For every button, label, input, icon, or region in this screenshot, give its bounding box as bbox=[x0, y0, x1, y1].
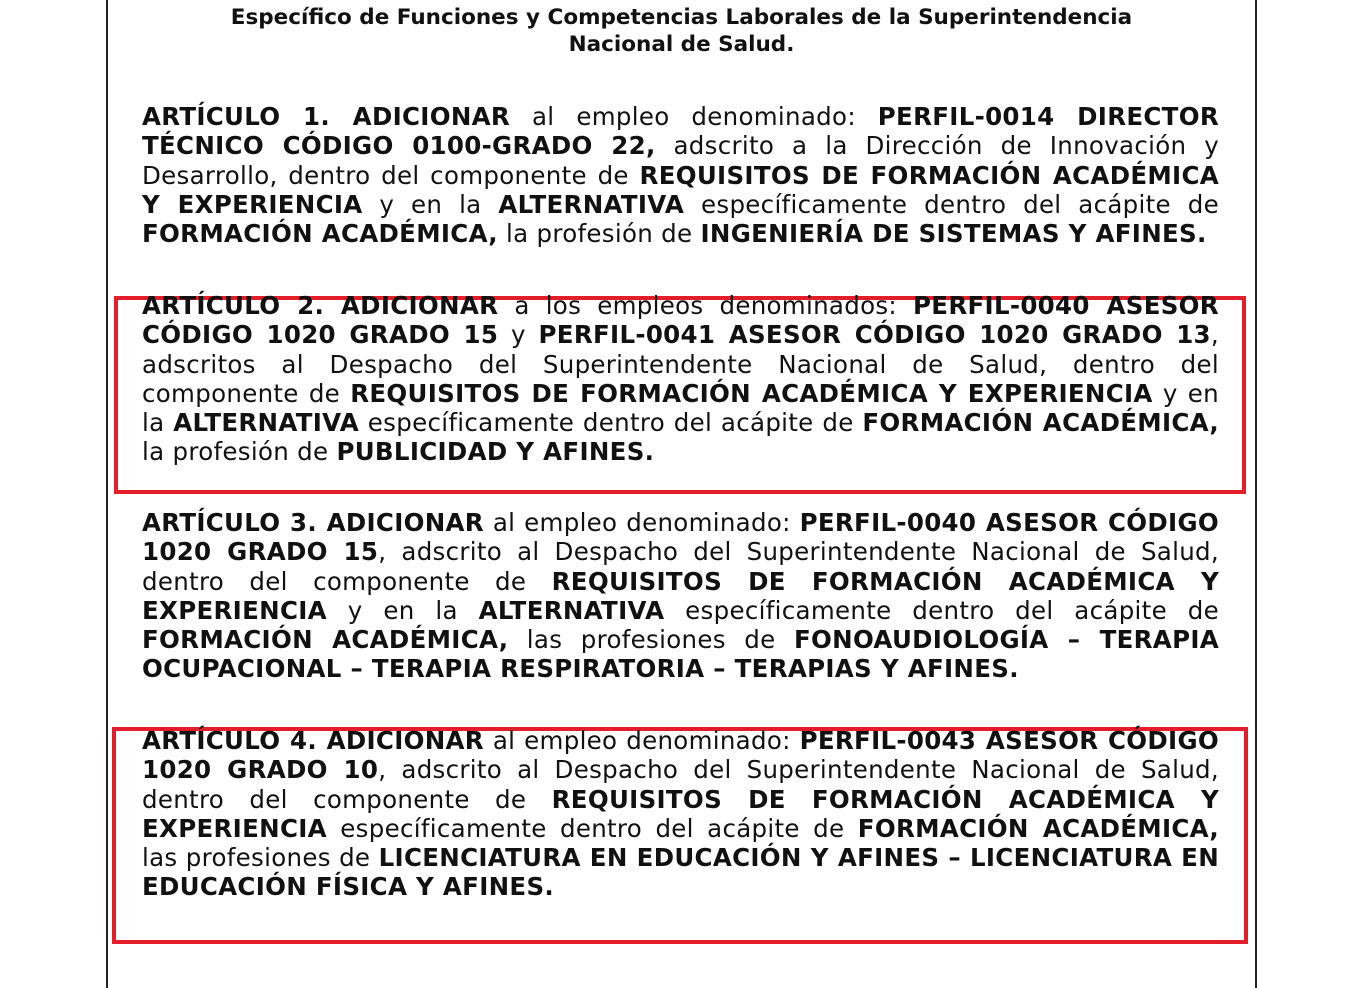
bold-text: REQUISITOS DE FORMACIÓN ACADÉMICA Y EXPERIENCIA bbox=[142, 566, 1219, 625]
bold-text: REQUISITOS DE FORMACIÓN ACADÉMICA Y EXPERIENCIA bbox=[350, 378, 1153, 408]
bold-text: PERFIL-0040 ASESOR CÓDIGO 1020 GRADO 15 bbox=[142, 508, 1219, 567]
body-text: y en la bbox=[362, 189, 499, 219]
body-text: , adscrito al Despacho del Superintendente Nacional de Salud, dentro del componente de bbox=[142, 537, 1219, 596]
bold-text: ALTERNATIVA bbox=[173, 408, 360, 438]
body-text: al empleo denominado: bbox=[510, 102, 878, 131]
body-text: la profesión de bbox=[497, 219, 701, 249]
body-text: las profesiones de bbox=[142, 843, 379, 873]
document-title bbox=[108, 4, 1255, 58]
title-line-2: Nacional de Salud. bbox=[568, 32, 795, 57]
bold-text: PERFIL-0040 ASESOR CÓDIGO 1020 GRADO 15 bbox=[142, 291, 1219, 350]
article-2 bbox=[142, 291, 1219, 467]
bold-text: ARTÍCULO 1. ADICIONAR bbox=[142, 102, 511, 131]
bold-text: ARTÍCULO 2. ADICIONAR bbox=[142, 291, 499, 320]
bold-text: FORMACIÓN ACADÉMICA, bbox=[142, 219, 498, 249]
body-text: específicamente dentro del acápite de bbox=[326, 813, 858, 843]
body-text: y bbox=[498, 320, 539, 350]
bold-text: ALTERNATIVA bbox=[478, 595, 665, 625]
bold-text: PERFIL-0043 ASESOR CÓDIGO 1020 GRADO 10 bbox=[142, 726, 1219, 785]
bold-text: INGENIERÍA DE SISTEMAS Y AFINES. bbox=[700, 219, 1207, 249]
bold-text: ALTERNATIVA bbox=[498, 189, 685, 219]
body-text: específicamente dentro del acápite de bbox=[684, 189, 1219, 219]
body-text: al empleo denominado: bbox=[483, 726, 800, 755]
body-text: , adscrito al Despacho del Superintendente Nacional de Salud, dentro del componente de bbox=[142, 755, 1219, 814]
bold-text: REQUISITOS DE FORMACIÓN ACADÉMICA Y EXPERIENCIA bbox=[142, 160, 1220, 219]
bold-text: FONOAUDIOLOGÍA – TERAPIA OCUPACIONAL – TERAPIA RESPIRATORIA – TERAPIAS Y AFINES. bbox=[142, 625, 1219, 684]
bold-text: FORMACIÓN ACADÉMICA, bbox=[857, 813, 1219, 843]
bold-text: ARTÍCULO 4. ADICIONAR bbox=[142, 726, 484, 755]
bold-text: ARTÍCULO 3. ADICIONAR bbox=[142, 508, 484, 537]
body-text: adscrito a la Dirección de Innovación y Desarrollo, dentro del componente de bbox=[142, 131, 1219, 190]
title-line-1: Específico de Funciones y Competencias Laborales de la Superintendencia bbox=[230, 5, 1133, 30]
article-4 bbox=[142, 726, 1219, 902]
bold-text: LICENCIATURA EN EDUCACIÓN Y AFINES – LICENCIATURA EN EDUCACIÓN FÍSICA Y AFINES. bbox=[142, 843, 1219, 902]
bold-text: FORMACIÓN ACADÉMICA, bbox=[862, 408, 1219, 438]
document-page bbox=[106, 0, 1257, 988]
bold-text: PUBLICIDAD Y AFINES. bbox=[336, 437, 655, 467]
article-3 bbox=[142, 508, 1219, 684]
body-text: y en la bbox=[326, 595, 479, 625]
bold-text: PERFIL-0041 ASESOR CÓDIGO 1020 GRADO 13 bbox=[538, 320, 1211, 350]
body-text: específicamente dentro del acápite de bbox=[664, 595, 1219, 625]
body-text: las profesiones de bbox=[508, 625, 794, 655]
body-text: , adscritos al Despacho del Superintendente Nacional de Salud, dentro del componente de bbox=[142, 320, 1219, 408]
bold-text: FORMACIÓN ACADÉMICA, bbox=[142, 625, 509, 655]
body-text: y en la bbox=[142, 378, 1220, 438]
body-text: a los empleos denominados: bbox=[498, 291, 914, 320]
body-text: la profesión de bbox=[142, 437, 337, 467]
article-1 bbox=[142, 102, 1219, 248]
bold-text: REQUISITOS DE FORMACIÓN ACADÉMICA Y EXPERIENCIA bbox=[142, 784, 1219, 843]
bold-text: PERFIL-0014 DIRECTOR TÉCNICO CÓDIGO 0100-GRADO 22, bbox=[142, 102, 1219, 161]
body-text: específicamente dentro del acápite de bbox=[359, 408, 863, 438]
body-text: al empleo denominado: bbox=[483, 508, 800, 537]
